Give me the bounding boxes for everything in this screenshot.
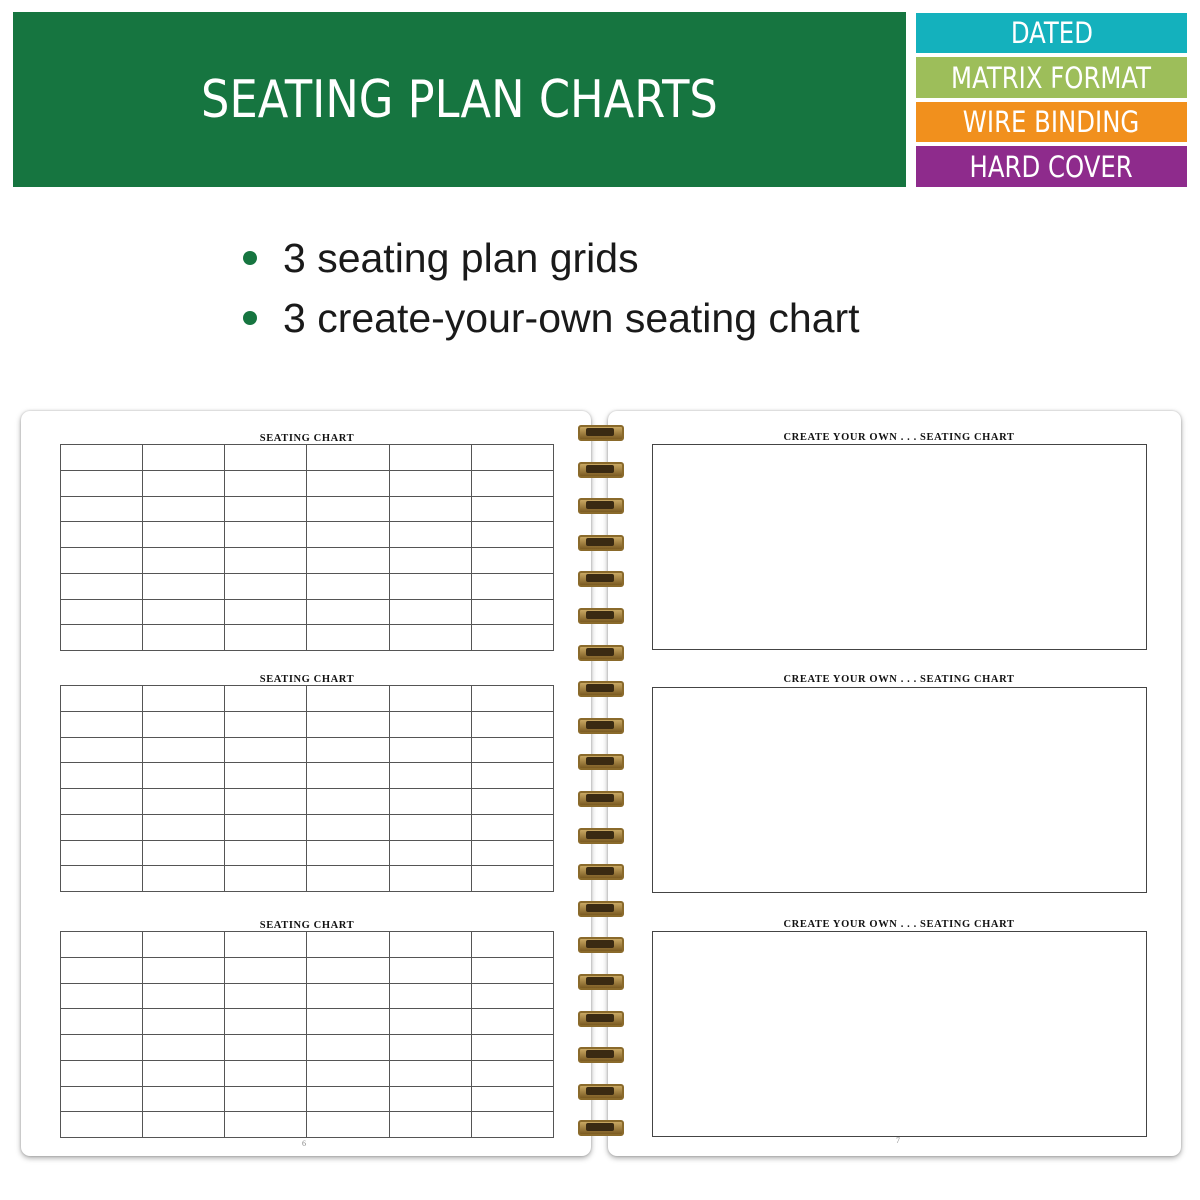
grid-cell: [307, 932, 389, 958]
grid-cell: [471, 932, 553, 958]
grid-cell: [307, 522, 389, 548]
grid-cell: [389, 932, 471, 958]
grid-cell: [389, 522, 471, 548]
grid-cell: [61, 496, 143, 522]
grid-row: [61, 983, 554, 1009]
grid-cell: [389, 763, 471, 789]
grid-cell: [61, 763, 143, 789]
grid-cell: [471, 1086, 553, 1112]
grid-row: [61, 932, 554, 958]
grid-cell: [471, 957, 553, 983]
grid-cell: [389, 548, 471, 574]
grid-row: [61, 625, 554, 651]
grid-cell: [471, 496, 553, 522]
grid-cell: [61, 711, 143, 737]
grid-cell: [471, 840, 553, 866]
grid-cell: [143, 686, 225, 712]
grid-cell: [61, 470, 143, 496]
grid-cell: [61, 1009, 143, 1035]
grid-cell: [225, 763, 307, 789]
grid-row: [61, 599, 554, 625]
bullet-icon: [243, 251, 257, 265]
grid-cell: [307, 957, 389, 983]
grid-cell: [225, 573, 307, 599]
seating-grid: [60, 685, 554, 892]
grid-cell: [143, 1035, 225, 1061]
grid-cell: [143, 573, 225, 599]
binding-coil: [578, 828, 624, 842]
grid-cell: [389, 814, 471, 840]
grid-row: [61, 1060, 554, 1086]
grid-row: [61, 840, 554, 866]
grid-row: [61, 1112, 554, 1138]
grid-cell: [225, 496, 307, 522]
grid-cell: [61, 737, 143, 763]
grid-cell: [389, 470, 471, 496]
left-page: [21, 411, 591, 1156]
grid-cell: [471, 983, 553, 1009]
grid-row: [61, 737, 554, 763]
grid-cell: [143, 625, 225, 651]
grid-row: [61, 1035, 554, 1061]
grid-cell: [307, 599, 389, 625]
right-page: [608, 411, 1181, 1156]
grid-cell: [143, 711, 225, 737]
grid-cell: [307, 1086, 389, 1112]
banner: [13, 12, 906, 187]
grid-row: [61, 522, 554, 548]
grid-row: [61, 548, 554, 574]
grid-cell: [389, 445, 471, 471]
grid-cell: [143, 983, 225, 1009]
grid-cell: [143, 866, 225, 892]
grid-cell: [143, 957, 225, 983]
grid-cell: [61, 1060, 143, 1086]
binding-coil: [578, 1047, 624, 1061]
grid-cell: [307, 686, 389, 712]
grid-cell: [389, 599, 471, 625]
binding-coil: [578, 1084, 624, 1098]
grid-cell: [471, 686, 553, 712]
tag-matrix-format: MATRIX FORMAT: [916, 57, 1187, 98]
binding-coil: [578, 1120, 624, 1134]
grid-cell: [471, 1060, 553, 1086]
grid-cell: [471, 445, 553, 471]
grid-cell: [61, 599, 143, 625]
grid-cell: [471, 711, 553, 737]
grid-cell: [61, 866, 143, 892]
binding-coil: [578, 791, 624, 805]
grid-cell: [307, 789, 389, 815]
grid-cell: [143, 1086, 225, 1112]
grid-cell: [143, 1009, 225, 1035]
bullet-icon: [243, 311, 257, 325]
grid-cell: [61, 625, 143, 651]
seating-grid: [60, 931, 554, 1138]
grid-row: [61, 711, 554, 737]
grid-cell: [143, 763, 225, 789]
grid-row: [61, 496, 554, 522]
grid-cell: [307, 548, 389, 574]
grid-cell: [225, 599, 307, 625]
grid-cell: [61, 957, 143, 983]
grid-row: [61, 789, 554, 815]
grid-cell: [471, 548, 553, 574]
grid-cell: [471, 1112, 553, 1138]
binding-coil: [578, 937, 624, 951]
seating-chart-title: SEATING CHART: [259, 920, 355, 931]
grid-cell: [61, 573, 143, 599]
grid-cell: [389, 1035, 471, 1061]
grid-cell: [61, 932, 143, 958]
grid-cell: [225, 1112, 307, 1138]
grid-cell: [389, 866, 471, 892]
grid-row: [61, 1009, 554, 1035]
grid-cell: [143, 496, 225, 522]
binding-coil: [578, 718, 624, 732]
create-your-own-title: CREATE YOUR OWN . . . SEATING CHART: [783, 432, 1015, 443]
page-number: 7: [896, 1136, 900, 1145]
create-your-own-title: CREATE YOUR OWN . . . SEATING CHART: [783, 674, 1015, 685]
grid-cell: [471, 814, 553, 840]
grid-cell: [471, 522, 553, 548]
grid-cell: [225, 737, 307, 763]
grid-cell: [61, 1035, 143, 1061]
grid-cell: [225, 686, 307, 712]
grid-cell: [471, 625, 553, 651]
grid-row: [61, 814, 554, 840]
grid-cell: [307, 866, 389, 892]
grid-cell: [389, 496, 471, 522]
binding-coil: [578, 974, 624, 988]
grid-row: [61, 763, 554, 789]
grid-cell: [143, 814, 225, 840]
grid-cell: [61, 1112, 143, 1138]
grid-cell: [389, 1060, 471, 1086]
grid-cell: [307, 1009, 389, 1035]
binding-coil: [578, 535, 624, 549]
grid-cell: [471, 866, 553, 892]
drawing-area: [652, 444, 1147, 650]
grid-row: [61, 1086, 554, 1112]
grid-cell: [389, 737, 471, 763]
grid-cell: [307, 737, 389, 763]
grid-cell: [471, 1009, 553, 1035]
grid-cell: [389, 840, 471, 866]
grid-cell: [225, 789, 307, 815]
grid-row: [61, 470, 554, 496]
grid-cell: [61, 1086, 143, 1112]
feature-item: [243, 288, 860, 348]
grid-cell: [389, 1112, 471, 1138]
grid-cell: [389, 983, 471, 1009]
grid-cell: [225, 983, 307, 1009]
grid-row: [61, 573, 554, 599]
grid-cell: [225, 470, 307, 496]
seating-grid: [60, 444, 554, 651]
grid-cell: [61, 686, 143, 712]
grid-row: [61, 957, 554, 983]
grid-cell: [471, 1035, 553, 1061]
grid-cell: [61, 522, 143, 548]
grid-cell: [389, 625, 471, 651]
grid-cell: [225, 1009, 307, 1035]
binding-coil: [578, 901, 624, 915]
grid-cell: [225, 866, 307, 892]
grid-cell: [61, 983, 143, 1009]
page-title: SEATING PLAN CHARTS: [201, 69, 718, 130]
grid-cell: [307, 625, 389, 651]
grid-cell: [389, 686, 471, 712]
binding-coil: [578, 1011, 624, 1025]
grid-cell: [307, 1060, 389, 1086]
page-number: 6: [302, 1139, 306, 1148]
grid-cell: [471, 763, 553, 789]
grid-cell: [143, 932, 225, 958]
feature-text: 3 seating plan grids: [283, 234, 639, 281]
grid-cell: [389, 1086, 471, 1112]
grid-cell: [225, 711, 307, 737]
grid-cell: [61, 445, 143, 471]
grid-cell: [143, 789, 225, 815]
binding-coil: [578, 498, 624, 512]
create-your-own-title: CREATE YOUR OWN . . . SEATING CHART: [783, 919, 1015, 930]
grid-cell: [143, 1060, 225, 1086]
grid-cell: [61, 814, 143, 840]
grid-cell: [307, 840, 389, 866]
grid-cell: [471, 789, 553, 815]
grid-cell: [143, 840, 225, 866]
binding-coil: [578, 425, 624, 439]
grid-cell: [225, 840, 307, 866]
grid-cell: [225, 445, 307, 471]
grid-cell: [143, 737, 225, 763]
binding-coil: [578, 608, 624, 622]
grid-cell: [471, 573, 553, 599]
grid-cell: [143, 548, 225, 574]
grid-cell: [389, 957, 471, 983]
grid-cell: [225, 814, 307, 840]
tag-wire-binding: WIRE BINDING: [916, 102, 1187, 142]
grid-cell: [225, 932, 307, 958]
grid-cell: [225, 1035, 307, 1061]
grid-row: [61, 866, 554, 892]
grid-cell: [225, 1086, 307, 1112]
grid-cell: [225, 1060, 307, 1086]
binding-coil: [578, 681, 624, 695]
binding-coil: [578, 864, 624, 878]
tag-dated: DATED: [916, 13, 1187, 53]
feature-list: [243, 228, 860, 348]
grid-cell: [61, 840, 143, 866]
grid-cell: [143, 599, 225, 625]
grid-cell: [471, 737, 553, 763]
grid-cell: [307, 496, 389, 522]
grid-cell: [389, 1009, 471, 1035]
grid-row: [61, 445, 554, 471]
grid-cell: [225, 957, 307, 983]
seating-chart-title: SEATING CHART: [259, 674, 355, 685]
binding-coil: [578, 645, 624, 659]
grid-cell: [389, 789, 471, 815]
grid-cell: [307, 1035, 389, 1061]
grid-cell: [389, 711, 471, 737]
grid-cell: [307, 983, 389, 1009]
grid-cell: [143, 470, 225, 496]
binding-coil: [578, 462, 624, 476]
grid-cell: [307, 814, 389, 840]
grid-cell: [471, 470, 553, 496]
grid-cell: [143, 445, 225, 471]
grid-cell: [225, 548, 307, 574]
grid-cell: [307, 573, 389, 599]
tag-hard-cover: HARD COVER: [916, 146, 1187, 187]
binding-coil: [578, 754, 624, 768]
feature-text: 3 create-your-own seating chart: [283, 294, 860, 341]
drawing-area: [652, 687, 1147, 893]
grid-cell: [307, 763, 389, 789]
grid-cell: [225, 522, 307, 548]
grid-cell: [389, 573, 471, 599]
grid-cell: [471, 599, 553, 625]
binding-coil: [578, 571, 624, 585]
grid-row: [61, 686, 554, 712]
grid-cell: [225, 625, 307, 651]
seating-chart-title: SEATING CHART: [259, 433, 355, 444]
grid-cell: [307, 445, 389, 471]
grid-cell: [61, 548, 143, 574]
grid-cell: [307, 1112, 389, 1138]
grid-cell: [143, 1112, 225, 1138]
feature-item: [243, 228, 860, 288]
grid-cell: [61, 789, 143, 815]
grid-cell: [307, 711, 389, 737]
grid-cell: [143, 522, 225, 548]
drawing-area: [652, 931, 1147, 1137]
grid-cell: [307, 470, 389, 496]
